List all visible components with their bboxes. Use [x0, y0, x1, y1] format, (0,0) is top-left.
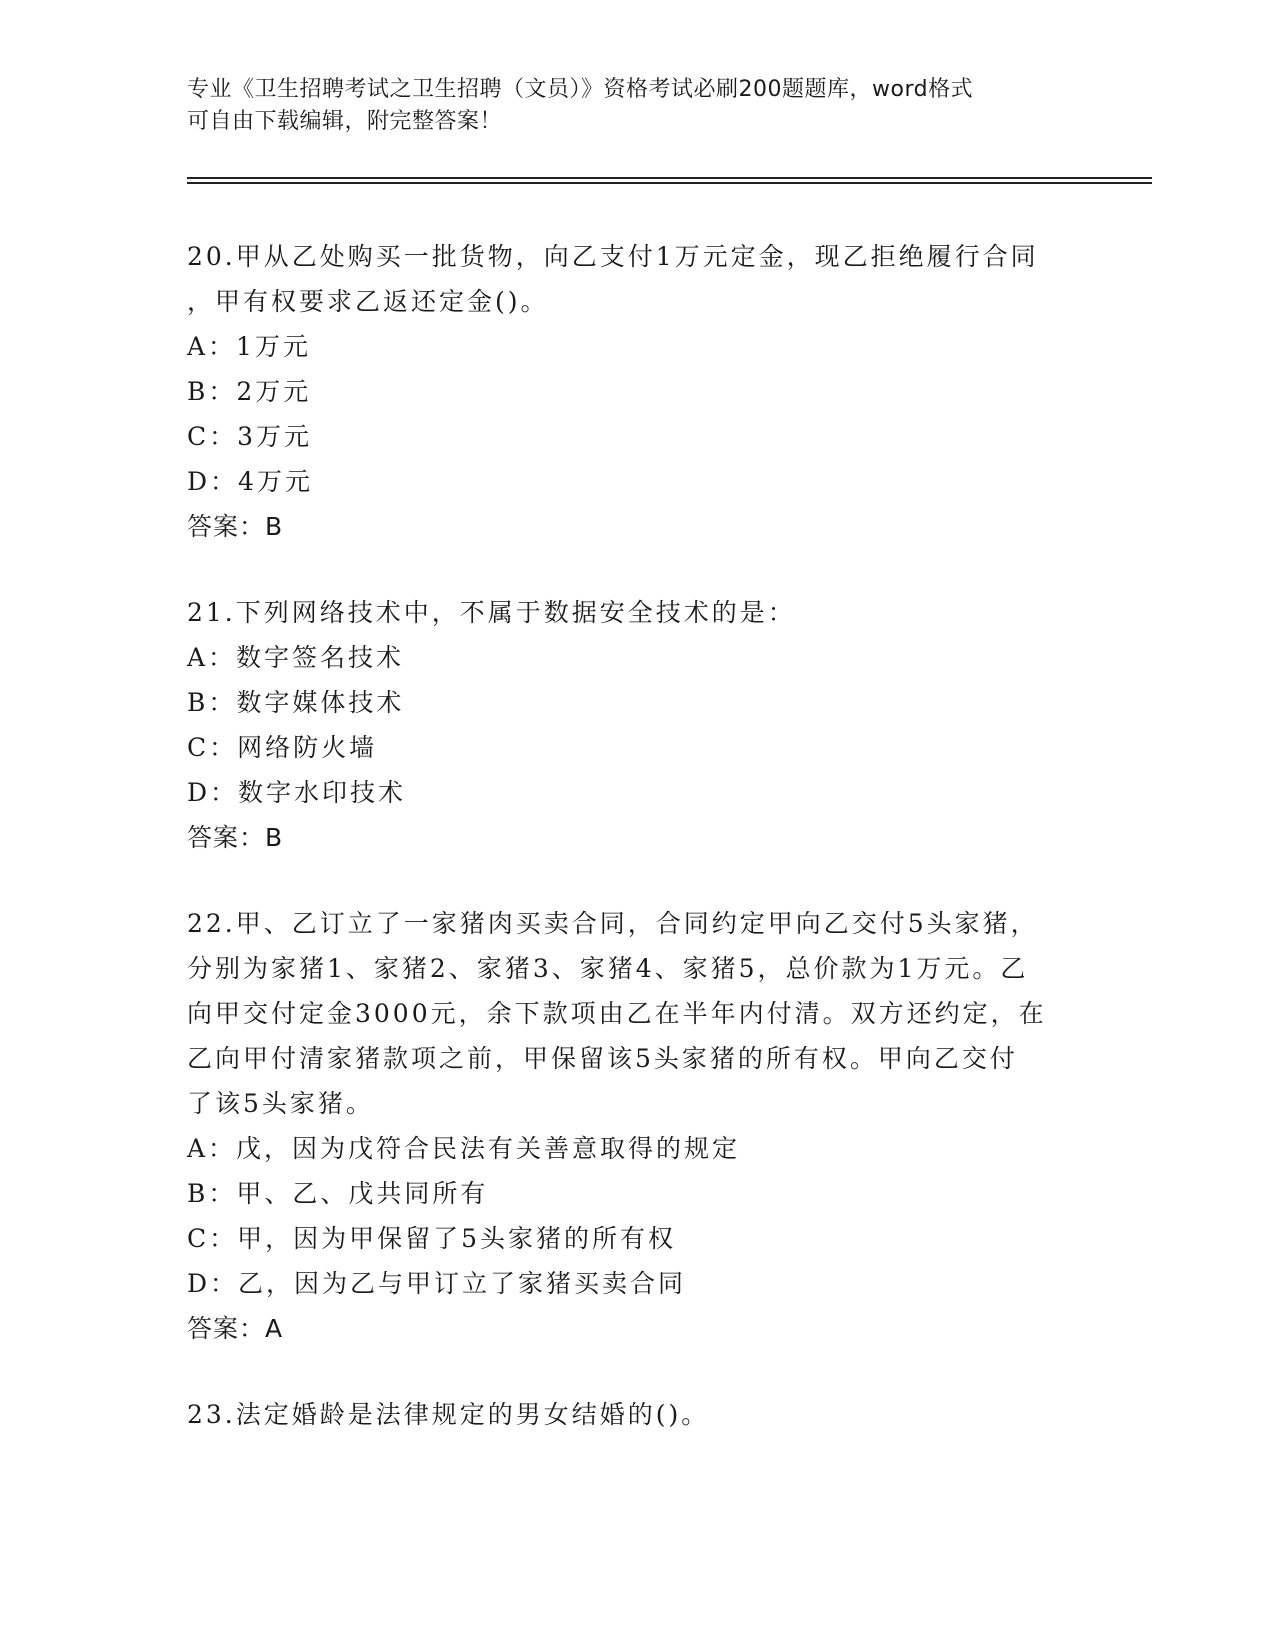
answer-label: 答案：A [187, 1314, 284, 1343]
question-list [187, 234, 1087, 1478]
question-23 [187, 1392, 1087, 1437]
question-text: 21.下列网络技术中，不属于数据安全技术的是： [187, 598, 796, 627]
option-b: B：数字媒体技术 [187, 688, 405, 717]
question-20 [187, 234, 1087, 549]
answer-label: 答案：B [187, 512, 284, 541]
question-21 [187, 590, 1087, 860]
option-a: A：数字签名技术 [187, 643, 405, 672]
option-c: C：甲，因为甲保留了5头家猪的所有权 [187, 1224, 677, 1253]
header-divider [187, 177, 1152, 179]
header-divider-double [187, 182, 1152, 184]
page-header [187, 74, 1087, 138]
option-b: B：甲、乙、戊共同所有 [187, 1179, 489, 1208]
option-b: B：2万元 [187, 377, 312, 406]
option-d: D：4万元 [187, 467, 313, 496]
question-text: 22.甲、乙订立了一家猪肉买卖合同，合同约定甲向乙交付5头家猪， [187, 909, 1039, 938]
question-text: 了该5头家猪。 [187, 1089, 374, 1118]
option-c: C：3万元 [187, 422, 313, 451]
question-text: 20.甲从乙处购买一批货物，向乙支付1万元定金，现乙拒绝履行合同 [187, 242, 1039, 271]
question-text: 23.法定婚龄是法律规定的男女结婚的()。 [187, 1400, 710, 1429]
option-d: D：数字水印技术 [187, 778, 407, 807]
question-text: 向甲交付定金3000元，余下款项由乙在半年内付清。双方还约定，在 [187, 999, 1047, 1028]
header-title-line-1: 专业《卫生招聘考试之卫生招聘（文员）》资格考试必刷200题题库，word格式 [187, 77, 974, 102]
option-c: C：网络防火墙 [187, 733, 378, 762]
question-text: 乙向甲付清家猪款项之前，甲保留该5头家猪的所有权。甲向乙交付 [187, 1044, 1018, 1073]
option-a: A：戊，因为戊符合民法有关善意取得的规定 [187, 1134, 741, 1163]
question-text: ，甲有权要求乙返还定金()。 [187, 287, 549, 316]
question-text: 分别为家猪1、家猪2、家猪3、家猪4、家猪5，总价款为1万元。乙 [187, 954, 1029, 983]
question-22 [187, 901, 1087, 1351]
answer-label: 答案：B [187, 823, 284, 852]
option-d: D：乙，因为乙与甲订立了家猪买卖合同 [187, 1269, 687, 1298]
header-title-line-2: 可自由下载编辑，附完整答案！ [187, 109, 503, 134]
option-a: A：1万元 [187, 332, 311, 361]
